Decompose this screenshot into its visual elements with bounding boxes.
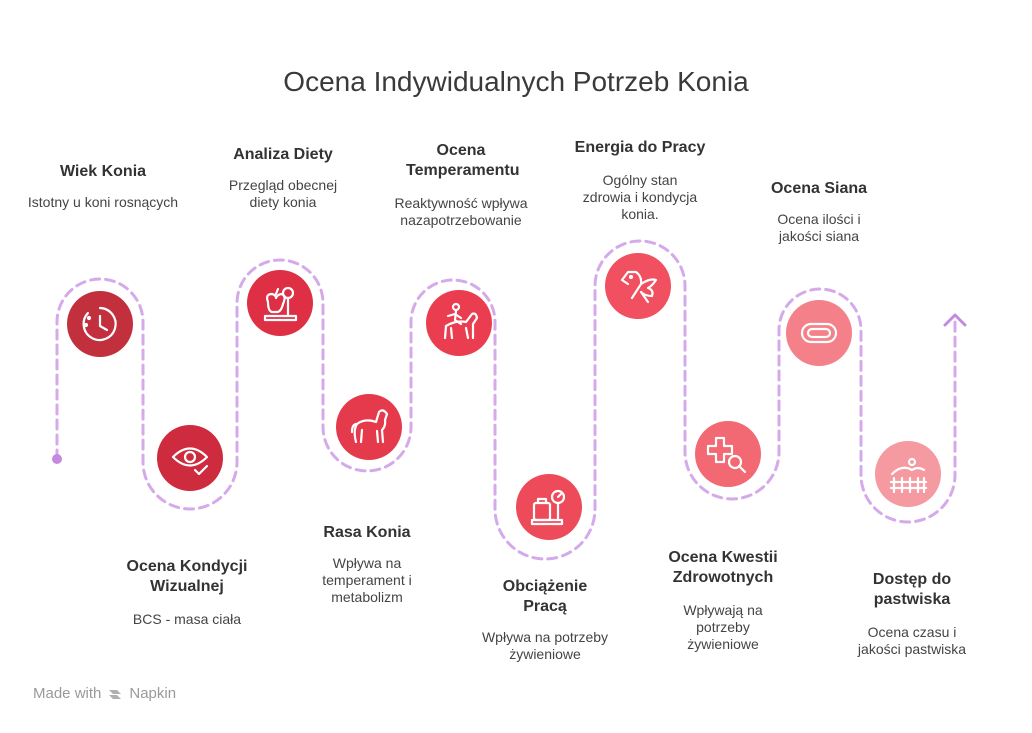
step-desc: Wpływają na potrzeby żywieniowe <box>683 602 763 652</box>
step-text-7 <box>550 138 730 223</box>
step-title: Ocena Kondycji Wizualnej <box>126 558 248 595</box>
step-text-6 <box>455 577 635 663</box>
step-title: Ocena Temperamentu <box>406 142 520 179</box>
step-desc: Istotny u koni rosnących <box>27 194 179 210</box>
step-title: Wiek Konia <box>59 163 147 180</box>
step-desc: Reaktywność wpływa nazapotrzebowanie <box>394 195 528 228</box>
step-circle-4 <box>336 394 402 460</box>
step-desc: Wpływa na potrzeby żywieniowe <box>481 629 609 662</box>
step-circle-2 <box>157 425 223 491</box>
step-desc: Przegląd obecnej diety konia <box>228 177 338 210</box>
step-node-10 <box>875 441 941 507</box>
step-node-5 <box>426 290 492 356</box>
napkin-brand-label: Napkin <box>129 685 177 702</box>
napkin-logo-icon <box>107 686 123 702</box>
step-circle-3 <box>247 270 313 336</box>
step-title: Ocena Siana <box>770 180 868 197</box>
made-with-label: Made with <box>33 685 102 702</box>
step-desc: BCS - masa ciała <box>132 611 242 627</box>
step-circle-10 <box>875 441 941 507</box>
step-node-6 <box>516 474 582 540</box>
step-desc: Ocena ilości i jakości siana <box>777 211 861 244</box>
step-title: Rasa Konia <box>323 524 411 541</box>
step-text-1 <box>13 162 193 211</box>
step-node-8 <box>695 421 761 487</box>
step-node-2 <box>157 425 223 491</box>
step-text-2 <box>97 557 277 628</box>
step-node-7 <box>605 253 671 319</box>
step-node-1 <box>67 291 133 357</box>
footer <box>33 685 176 702</box>
step-text-5 <box>371 141 551 229</box>
step-text-8 <box>633 548 813 653</box>
step-title: Dostęp do pastwiska <box>872 571 952 608</box>
flow-start-dot <box>52 454 62 464</box>
diagram-title: Ocena Indywidualnych Potrzeb Konia <box>283 66 749 97</box>
step-text-4 <box>277 523 457 606</box>
step-title: Analiza Diety <box>233 146 333 163</box>
step-text-10 <box>822 570 1002 658</box>
step-desc: Ocena czasu i jakości pastwiska <box>857 624 967 657</box>
step-circle-7 <box>605 253 671 319</box>
step-title: Obciążenie Pracą <box>502 578 588 615</box>
step-desc: Ogólny stan zdrowia i kondycja konia. <box>582 172 698 222</box>
step-title: Energia do Pracy <box>574 139 706 156</box>
step-desc: Wpływa na temperament i metabolizm <box>322 555 412 605</box>
step-text-9 <box>729 179 909 245</box>
step-title: Ocena Kwestii Zdrowotnych <box>668 549 778 586</box>
step-node-3 <box>247 270 313 336</box>
step-circle-9 <box>786 300 852 366</box>
step-node-4 <box>336 394 402 460</box>
step-text-3 <box>193 145 373 211</box>
flow-path <box>57 241 955 559</box>
step-node-9 <box>786 300 852 366</box>
